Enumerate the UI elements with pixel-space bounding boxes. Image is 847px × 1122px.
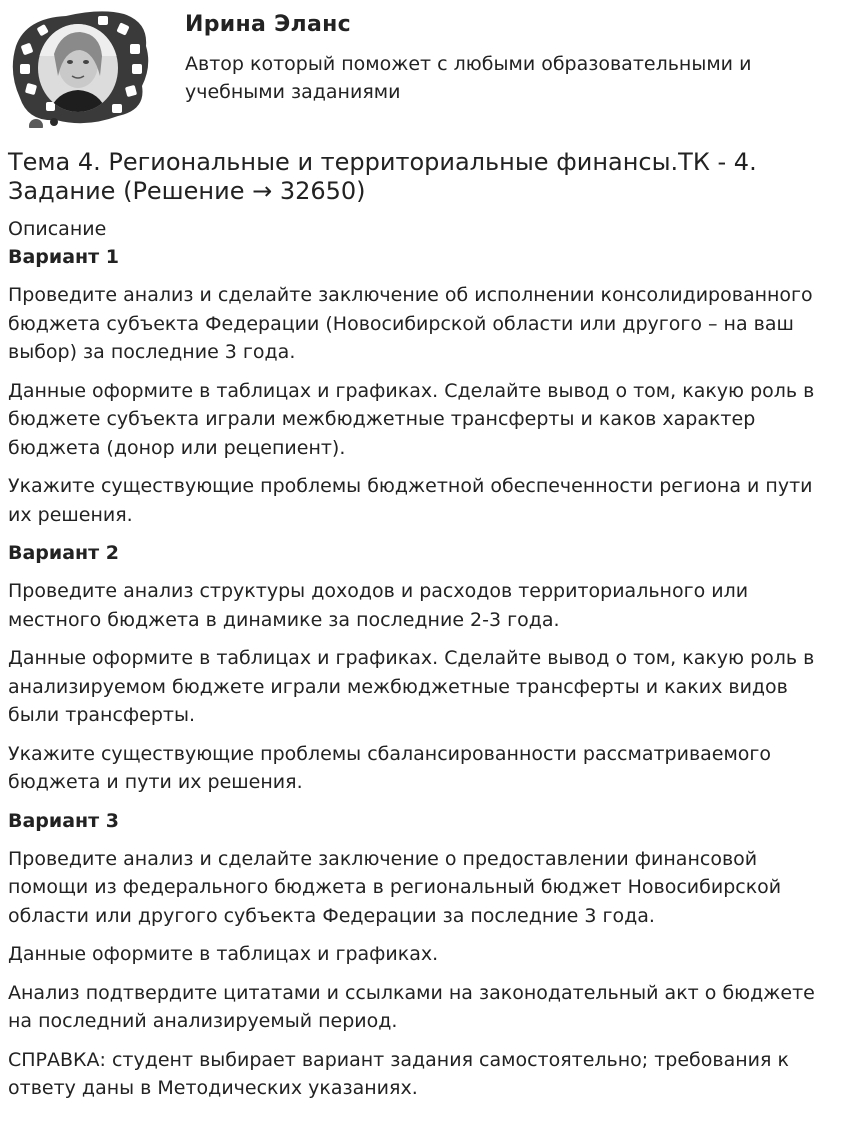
variant-paragraph: Проведите анализ структуры доходов и расходов территориального или местного бюджета в динамике за последние 2-3 года.	[8, 580, 749, 631]
author-avatar	[6, 6, 152, 128]
variant-paragraph: Данные оформите в таблицах и графиках. Сделайте вывод о том, какую роль в бюджете субъекта играли межбюджетные трансферты и каков характер бюджета (донор или рецепиент).	[8, 379, 815, 459]
variant-heading: Вариант 3	[8, 809, 120, 832]
variant-paragraph: Данные оформите в таблицах и графиках.	[8, 943, 439, 965]
variant-2	[8, 539, 830, 797]
variant-heading: Вариант 1	[8, 246, 120, 268]
page-title: Тема 4. Региональные и территориальные финансы.ТК - 4. Задание (Решение → 32650)	[8, 148, 757, 205]
variant-paragraph: Данные оформите в таблицах и графиках. Сделайте вывод о том, какую роль в анализируемом бюджете играли межбюджетные трансферты и каких видов были трансферты.	[8, 647, 815, 726]
variant-3	[8, 807, 830, 1036]
reference-note: СПРАВКА: студент выбирает вариант задания самостоятельно; требования к ответу даны в Методических указаниях.	[8, 1048, 789, 1099]
variant-paragraph: Проведите анализ и сделайте заключение о предоставлении финансовой помощи из федерального бюджета в региональный бюджет Новосибирской области или другого субъекта Федерации за последние 3 года.	[8, 847, 782, 927]
author-header	[0, 0, 847, 135]
variant-paragraph: Анализ подтвердите цитатами и ссылками на законодательный акт о бюджете на последний анализируемый период.	[8, 981, 815, 1032]
author-description: Автор который поможет с любыми образовательными и учебными заданиями	[185, 53, 752, 103]
variant-paragraph: Проведите анализ и сделайте заключение об исполнении консолидированного бюджета субъекта Федерации (Новосибирской области или другого – на ваш выбор) за последние 3 года.	[8, 284, 813, 363]
author-name: Ирина Эланс	[185, 12, 351, 37]
variant-1	[8, 243, 830, 529]
variant-paragraph: Укажите существующие проблемы сбалансированности рассматриваемого бюджета и пути их решения.	[8, 742, 772, 793]
variant-paragraph: Укажите существующие проблемы бюджетной обеспеченности региона и пути их решения.	[8, 475, 813, 526]
variant-heading: Вариант 2	[8, 542, 120, 564]
description-label: Описание	[8, 218, 107, 240]
task-content	[8, 148, 830, 1113]
